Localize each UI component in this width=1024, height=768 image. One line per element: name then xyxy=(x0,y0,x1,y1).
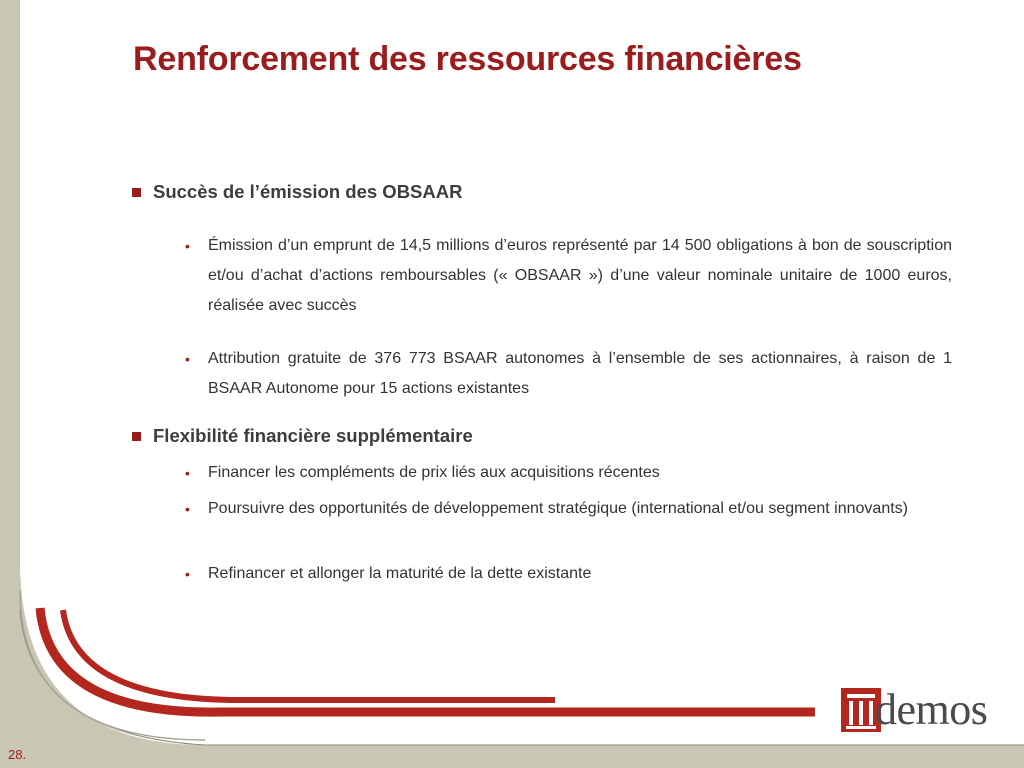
list-item-text: Attribution gratuite de 376 773 BSAAR autonomes à l’ensemble de ses actionnaires, à raison de 1 BSAAR Autonome pour 15 actions existantes xyxy=(208,350,952,397)
logo-text: demos xyxy=(875,685,988,734)
red-square-icon xyxy=(132,188,141,197)
list-item xyxy=(185,494,952,524)
list-item xyxy=(185,231,952,321)
section-obsaar xyxy=(132,180,962,204)
list-item xyxy=(185,559,952,589)
section-heading xyxy=(132,180,962,204)
list-item-text: Refinancer et allonger la maturité de la dette existante xyxy=(208,565,592,582)
bullet-dot-icon: • xyxy=(185,566,190,582)
red-square-icon xyxy=(132,432,141,441)
list-item xyxy=(185,458,952,488)
list-item-text: Poursuivre des opportunités de développement stratégique (international et/ou segment innovants) xyxy=(208,500,908,517)
list-item-text: Financer les compléments de prix liés aux acquisitions récentes xyxy=(208,464,660,481)
list-item-text: Émission d’un emprunt de 14,5 millions d’euros représenté par 14 500 obligations à bon de souscription et/ou d’achat d’actions remboursables (« OBSAAR ») d’une valeur nominale unitaire de 1000 euros, réalisée avec succès xyxy=(208,237,952,314)
section-flexibilite xyxy=(132,424,962,448)
section-heading xyxy=(132,424,962,448)
bullet-dot-icon: • xyxy=(185,238,190,254)
bullet-dot-icon: • xyxy=(185,351,190,367)
demos-logo xyxy=(829,680,991,740)
slide-title: Renforcement des ressources financières xyxy=(133,40,802,78)
bullet-dot-icon: • xyxy=(185,465,190,481)
section-heading-label: Succès de l’émission des OBSAAR xyxy=(153,181,463,202)
bullet-dot-icon: • xyxy=(185,501,190,517)
page-number: 28. xyxy=(8,747,27,762)
list-item xyxy=(185,344,952,404)
section-heading-label: Flexibilité financière supplémentaire xyxy=(153,425,473,446)
